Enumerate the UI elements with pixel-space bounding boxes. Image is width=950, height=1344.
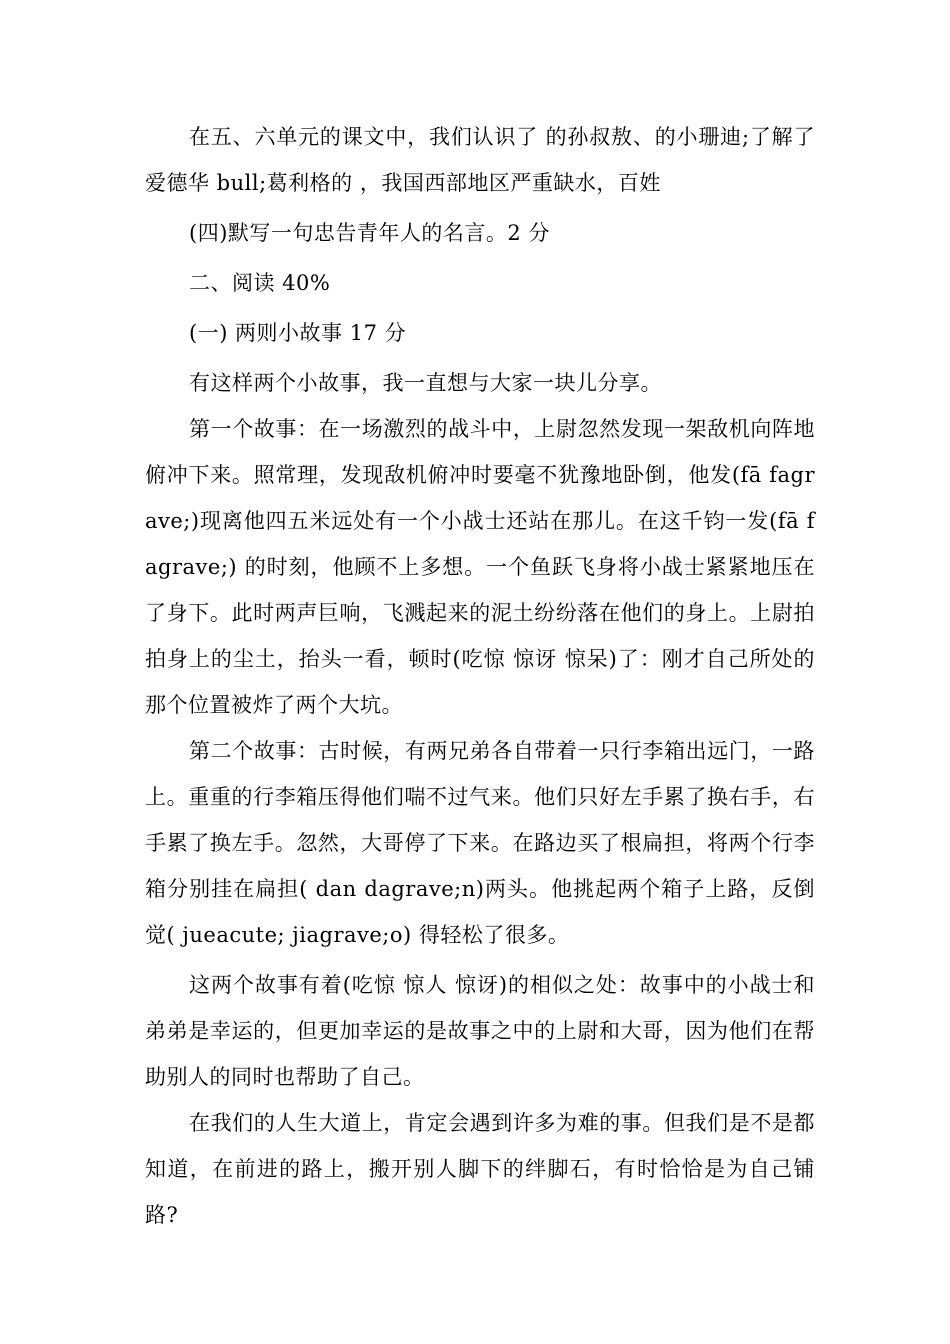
paragraph-story-two: 第二个故事：古时候，有两兄弟各自带着一只行李箱出远门，一路上。重重的行李箱压得他们喘不过气来。他们只好左手累了换右手，右手累了换左手。忽然，大哥停了下来。在路边买了根扁担，将两个行李箱分别挂在扁担( dan dagrave;n)两头。他挑起两个箱子上路，反倒觉( jueacute; jiagrave;o) 得轻松了很多。	[145, 739, 815, 947]
paragraph-similarity: 这两个故事有着(吃惊 惊人 惊讶)的相似之处：故事中的小战士和弟弟是幸运的，但更加幸运的是故事之中的上尉和大哥，因为他们在帮助别人的同时也帮助了自己。	[145, 973, 815, 1089]
subsection-heading-two-stories: (一) 两则小故事 17 分	[189, 321, 407, 345]
paragraph-conclusion: 在我们的人生大道上，肯定会遇到许多为难的事。但我们是不是都知道，在前进的路上，搬开别人脚下的绊脚石，有时恰恰是为自己铺路?	[145, 1111, 815, 1227]
paragraph-quote-question: (四)默写一句忠告青年人的名言。2 分	[189, 221, 550, 245]
paragraph-story-one: 第一个故事：在一场激烈的战斗中，上尉忽然发现一架敌机向阵地俯冲下来。照常理，发现敌机俯冲时要毫不犹豫地卧倒，他发(fā fagrave;)现离他四五米远处有一个小战士还站在那儿。在这千钧一发(fā fagrave;) 的时刻，他顾不上多想。一个鱼跃飞身将小战士紧紧地压在了身下。此时两声巨响，飞溅起来的泥土纷纷落在他们的身上。上尉拍拍身上的尘土，抬头一看，顿时(吃惊 惊讶 惊呆)了：刚才自己所处的那个位置被炸了两个大坑。	[145, 417, 815, 717]
paragraph-unit-review: 在五、六单元的课文中，我们认识了 的孙叔敖、的小珊迪;了解了爱德华 bull;葛利格的 ，我国西部地区严重缺水，百姓	[145, 125, 815, 195]
document-body	[145, 114, 815, 1238]
paragraph-intro: 有这样两个小故事，我一直想与大家一块儿分享。	[189, 371, 662, 395]
section-heading-reading: 二、阅读 40%	[189, 271, 331, 295]
